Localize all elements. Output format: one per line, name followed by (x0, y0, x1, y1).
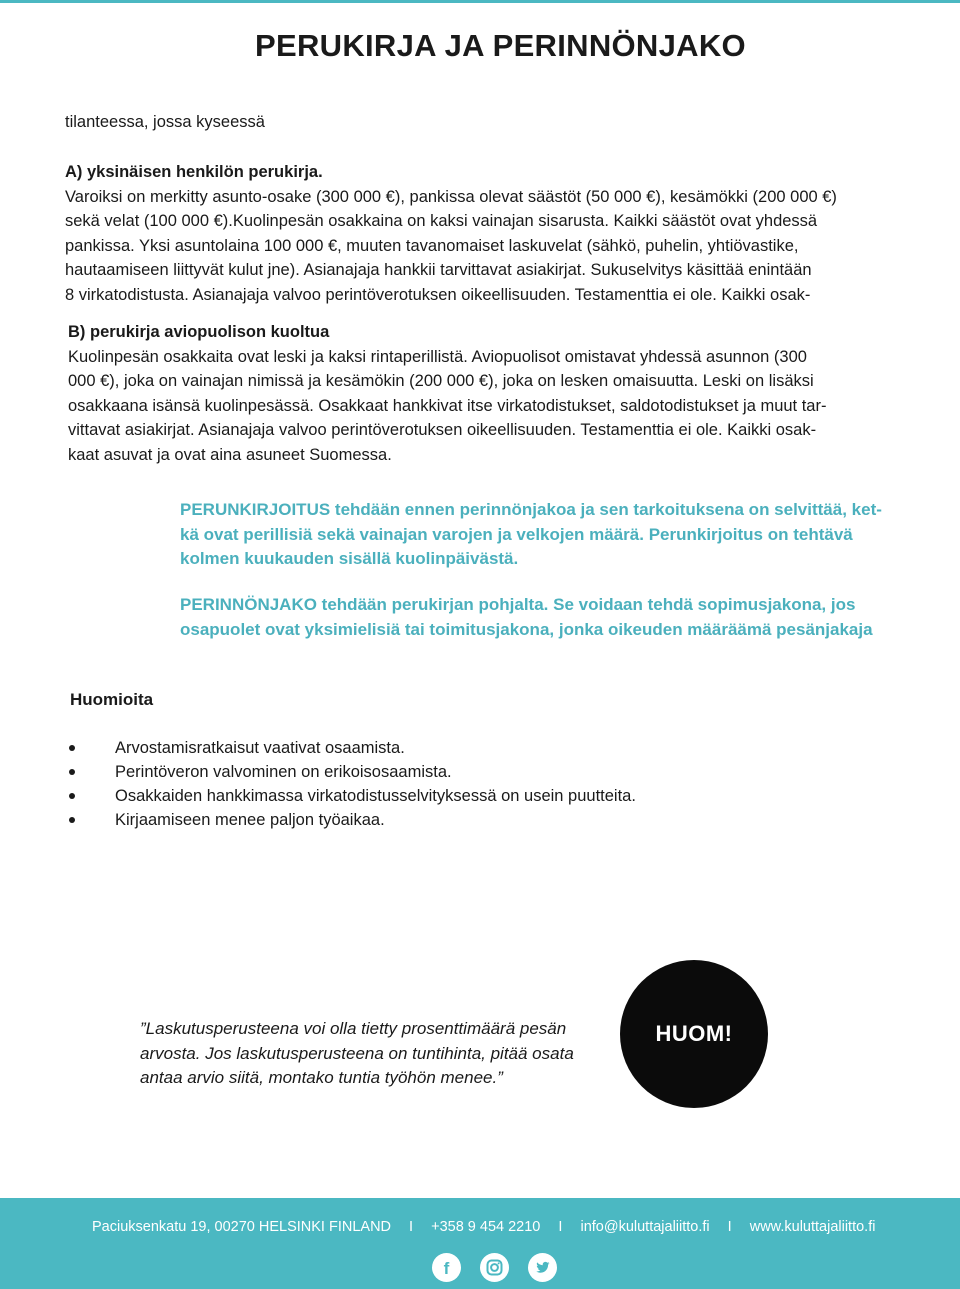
notes-heading: Huomioita (70, 690, 154, 709)
perunkirjoitus-highlight (180, 498, 882, 572)
section-b-line: vittavat asiakirjat. Asianajaja valvoo perintöverotuksen oikeellisuuden. Testamenttia ei ole. Kaikki osak- (68, 421, 817, 439)
section-a-line: hautaamiseen liittyvät kulut jne). Asianajaja hankkii tarvittavat asiakirjat. Sukuselvitys käsittää enintään (65, 261, 812, 279)
highlight-line: PERINNÖNJAKO tehdään perukirjan pohjalta. Se voidaan tehdä sopimusjakona, jos (180, 595, 856, 614)
bullet-icon (69, 745, 75, 751)
list-item (68, 808, 636, 832)
facebook-icon[interactable] (432, 1253, 461, 1282)
huom-label: HUOM! (655, 1021, 733, 1046)
quote-line: arvosta. Jos laskutusperusteena on tuntihinta, pitää osata (140, 1043, 574, 1063)
pricing-quote (140, 1017, 574, 1091)
footer-separator: I (558, 1219, 563, 1235)
highlight-line: PERUNKIRJOITUS tehdään ennen perinnönjakoa ja sen tarkoituksena on selvittää, ket- (180, 500, 882, 519)
section-a-line: 8 virkatodistusta. Asianajaja valvoo perintöverotuksen oikeellisuuden. Testamenttia ei ole. Kaikki osak- (65, 285, 811, 304)
footer-email-link[interactable]: info@kuluttajaliitto.fi (580, 1219, 710, 1235)
huom-callout (620, 960, 768, 1108)
intro-line: tilanteessa, jossa kyseessä (65, 113, 265, 131)
footer-separator: I (409, 1219, 414, 1235)
svg-text:f: f (443, 1259, 450, 1278)
quote-line: ”Laskutusperusteena voi olla tietty prosenttimäärä pesän (140, 1019, 567, 1038)
list-item (68, 736, 636, 760)
instagram-icon[interactable] (480, 1253, 509, 1282)
intro-text (65, 110, 265, 135)
section-b-line: 000 €), joka on vainajan nimissä ja kesämökin (200 000 €), joka on lesken omaisuutta. Leski on lisäksi (68, 372, 814, 390)
list-item-text: Perintöveron valvominen on erikoisosaamista. (115, 763, 452, 781)
highlight-line: kä ovat perillisiä sekä vainajan varojen ja velkojen määrä. Perunkirjoitus on tehtävä (180, 524, 853, 544)
section-b-line: Kuolinpesän osakkaita ovat leski ja kaksi rintaperillistä. Aviopuolisot omistavat yhdessä asunnon (300 (68, 347, 807, 366)
list-item-text: Osakkaiden hankkimassa virkatodistusselvityksessä on usein puutteita. (115, 787, 636, 805)
section-b-heading: B) perukirja aviopuolison kuoltua (68, 323, 330, 341)
section-b-line: kaat asuvat ja ovat aina asuneet Suomessa. (68, 445, 392, 464)
section-a-line: Varoiksi on merkitty asunto-osake (300 000 €), pankissa olevat säästöt (50 000 €), kesämökki (200 000 €) (65, 187, 837, 206)
bullet-icon (69, 769, 75, 775)
footer (0, 1198, 960, 1289)
highlight-line: kolmen kuukauden sisällä kuolinpäivästä. (180, 549, 519, 568)
list-item (68, 784, 636, 808)
section-a-line: sekä velat (100 000 €).Kuolinpesän osakkaina on kaksi vainajan sisarusta. Kaikki säästöt ovat yhdessä (65, 212, 818, 230)
footer-address: Paciuksenkatu 19, 00270 HELSINKI FINLAND (92, 1219, 392, 1235)
bullet-icon (69, 817, 75, 823)
section-b (68, 320, 826, 467)
list-item (68, 760, 636, 784)
twitter-icon[interactable] (528, 1253, 557, 1282)
footer-separator: I (727, 1219, 732, 1235)
perinnonjako-highlight (180, 593, 873, 642)
list-item-text: Arvostamisratkaisut vaativat osaamista. (115, 739, 405, 757)
footer-website-link[interactable]: www.kuluttajaliitto.fi (749, 1219, 876, 1235)
section-b-line: osakkaana isänsä kuolinpesässä. Osakkaat hankkivat itse virkatodistukset, saldotodistukset ja muut tar- (68, 396, 827, 415)
social-links (432, 1253, 557, 1282)
section-a (65, 160, 837, 307)
footer-phone[interactable]: +358 9 454 2210 (431, 1219, 541, 1235)
bullet-icon (69, 793, 75, 799)
top-accent-line (0, 0, 960, 3)
section-a-line: pankissa. Yksi asuntolaina 100 000 €, muuten tavanomaiset laskuvelat (sähkö, puhelin, yhtiövastike, (65, 236, 799, 255)
quote-line: antaa arvio siitä, montako tuntia työhön menee.” (140, 1068, 503, 1087)
footer-contact (92, 1219, 875, 1235)
page-title: PERUKIRJA JA PERINNÖNJAKO (255, 28, 746, 63)
highlight-line: osapuolet ovat yksimielisiä tai toimitusjakona, jonka oikeuden määräämä pesänjakaja (180, 619, 873, 639)
notes-list (68, 736, 636, 832)
section-a-heading: A) yksinäisen henkilön perukirja. (65, 163, 323, 181)
list-item-text: Kirjaamiseen menee paljon työaikaa. (115, 811, 385, 829)
